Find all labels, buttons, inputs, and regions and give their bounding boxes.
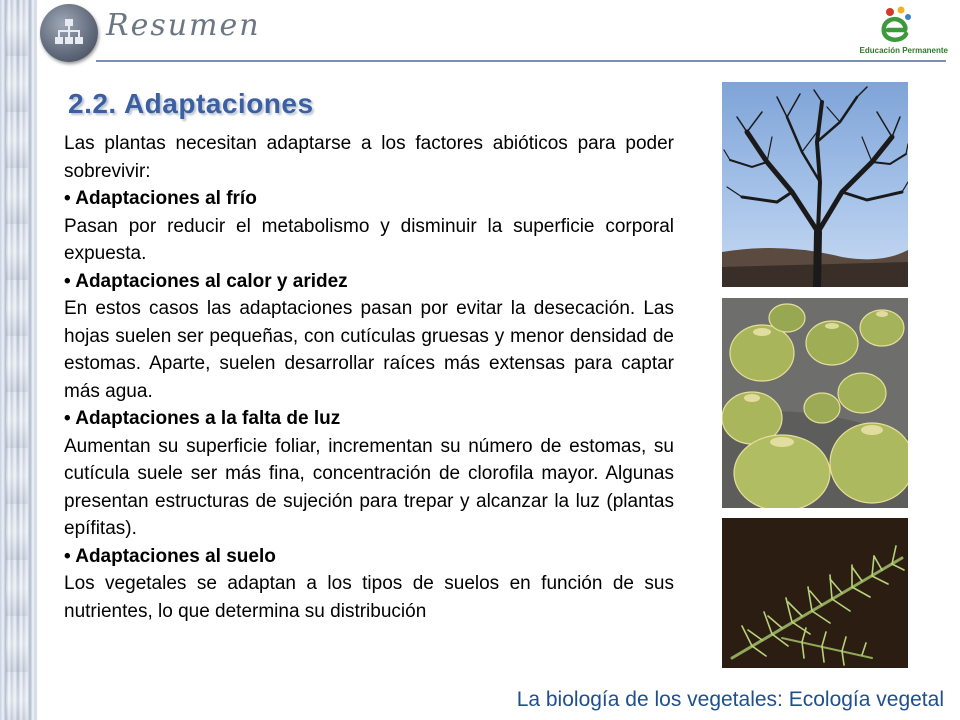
section-heading-cold: • Adaptaciones al frío: [64, 188, 257, 209]
educacion-permanente-logo: [832, 2, 948, 62]
brand-name: Educación Permanente: [859, 46, 948, 55]
fir-branch-photo: [722, 518, 908, 668]
header-divider: [96, 60, 946, 62]
section-text-soil: Los vegetales se adaptan a los tipos de suelos en función de sus nutrientes, lo que determina su distribución: [64, 573, 674, 622]
header-title: Resumen: [106, 8, 261, 43]
section-text-cold: Pasan por reducir el metabolismo y disminuir la superficie corporal expuesta.: [64, 215, 674, 264]
section-heading-light: • Adaptaciones a la falta de luz: [64, 408, 341, 429]
section-text-heat: En estos casos las adaptaciones pasan por evitar la desecación. Las hojas suelen ser pequeñas, con cutículas gruesas y menor densidad de estomas. Aparte, suelen desarrollar raíces más extensas para captar más agua.: [64, 298, 674, 402]
brand-e-icon: [876, 2, 916, 46]
section-heading-heat: • Adaptaciones al calor y aridez: [64, 270, 348, 292]
section-heading-soil: • Adaptaciones al suelo: [64, 545, 276, 567]
decorative-left-border: [0, 0, 37, 720]
intro-paragraph: Las plantas necesitan adaptarse a los factores abióticos para poder sobrevivir:: [64, 133, 674, 182]
section-text-light: Aumentan su superficie foliar, incrementan su número de estomas, su cutícula suele ser más fina, concentración de clorofila mayor. Algunas presentan estructuras de sujeción para trepar y alcanzar la luz (plantas epífitas).: [64, 435, 674, 539]
slide-body: [64, 130, 674, 625]
slide-title: 2.2. Adaptaciones: [68, 88, 314, 119]
bare-tree-photo: [722, 82, 908, 287]
hierarchy-icon: [40, 4, 98, 62]
footer-course-title: La biología de los vegetales: Ecología vegetal: [516, 688, 944, 711]
barrel-cactus-photo: [722, 298, 908, 508]
